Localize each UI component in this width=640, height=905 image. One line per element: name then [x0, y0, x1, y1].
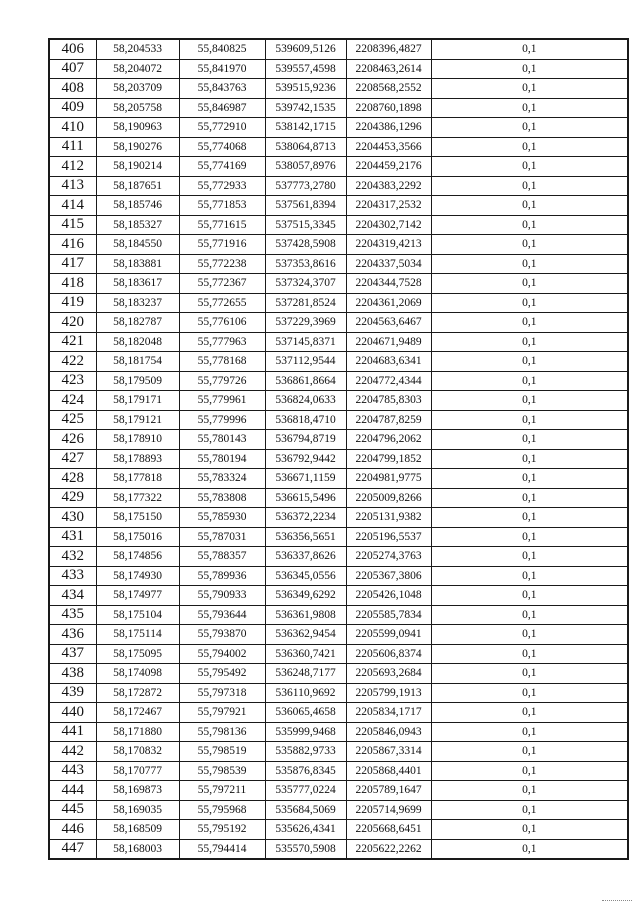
coord-x-cell: 536818,4710	[265, 410, 346, 430]
accuracy-cell: 0,1	[431, 313, 628, 333]
point-number-cell: 417	[49, 254, 96, 274]
coord-x-cell: 537561,8394	[265, 196, 346, 216]
longitude-cell: 55,772238	[179, 254, 265, 274]
point-number-cell: 410	[49, 118, 96, 138]
point-number-cell: 425	[49, 410, 96, 430]
coord-x-cell: 535882,9733	[265, 742, 346, 762]
point-number-cell: 414	[49, 196, 96, 216]
coord-x-cell: 537773,2780	[265, 176, 346, 196]
coord-y-cell: 2204785,8303	[346, 391, 431, 411]
table-row	[49, 566, 628, 586]
point-number-cell: 424	[49, 391, 96, 411]
point-number-cell: 436	[49, 625, 96, 645]
coord-x-cell: 537112,9544	[265, 352, 346, 372]
coord-y-cell: 2205668,6451	[346, 820, 431, 840]
latitude-cell: 58,174930	[96, 566, 179, 586]
longitude-cell: 55,772933	[179, 176, 265, 196]
table-row	[49, 625, 628, 645]
latitude-cell: 58,203709	[96, 79, 179, 99]
table-row	[49, 722, 628, 742]
coord-x-cell: 536360,7421	[265, 644, 346, 664]
latitude-cell: 58,175114	[96, 625, 179, 645]
accuracy-cell: 0,1	[431, 176, 628, 196]
table-row	[49, 215, 628, 235]
accuracy-cell: 0,1	[431, 254, 628, 274]
coord-x-cell: 535684,5069	[265, 800, 346, 820]
coord-y-cell: 2204563,6467	[346, 313, 431, 333]
point-number-cell: 435	[49, 605, 96, 625]
coord-x-cell: 536372,2234	[265, 508, 346, 528]
table-row	[49, 39, 628, 59]
accuracy-cell: 0,1	[431, 469, 628, 489]
coord-y-cell: 2204383,2292	[346, 176, 431, 196]
coord-y-cell: 2208760,1898	[346, 98, 431, 118]
point-number-cell: 423	[49, 371, 96, 391]
table-row	[49, 59, 628, 79]
longitude-cell: 55,771615	[179, 215, 265, 235]
accuracy-cell: 0,1	[431, 703, 628, 723]
coord-x-cell: 536356,5651	[265, 527, 346, 547]
coord-y-cell: 2205274,3763	[346, 547, 431, 567]
point-number-cell: 429	[49, 488, 96, 508]
table-row	[49, 254, 628, 274]
point-number-cell: 428	[49, 469, 96, 489]
table-row	[49, 371, 628, 391]
coord-y-cell: 2204459,2176	[346, 157, 431, 177]
accuracy-cell: 0,1	[431, 547, 628, 567]
table-row	[49, 683, 628, 703]
accuracy-cell: 0,1	[431, 293, 628, 313]
point-number-cell: 427	[49, 449, 96, 469]
point-number-cell: 406	[49, 39, 96, 59]
coord-y-cell: 2205846,0943	[346, 722, 431, 742]
point-number-cell: 434	[49, 586, 96, 606]
accuracy-cell: 0,1	[431, 625, 628, 645]
point-number-cell: 437	[49, 644, 96, 664]
table-row	[49, 313, 628, 333]
coord-y-cell: 2204344,7528	[346, 274, 431, 294]
latitude-cell: 58,177818	[96, 469, 179, 489]
longitude-cell: 55,787031	[179, 527, 265, 547]
latitude-cell: 58,174977	[96, 586, 179, 606]
accuracy-cell: 0,1	[431, 839, 628, 859]
longitude-cell: 55,772655	[179, 293, 265, 313]
coord-x-cell: 536671,1159	[265, 469, 346, 489]
longitude-cell: 55,771916	[179, 235, 265, 255]
latitude-cell: 58,168003	[96, 839, 179, 859]
point-number-cell: 447	[49, 839, 96, 859]
coord-y-cell: 2205693,2684	[346, 664, 431, 684]
accuracy-cell: 0,1	[431, 274, 628, 294]
table-row	[49, 352, 628, 372]
point-number-cell: 445	[49, 800, 96, 820]
latitude-cell: 58,178893	[96, 449, 179, 469]
table-row	[49, 118, 628, 138]
point-number-cell: 430	[49, 508, 96, 528]
latitude-cell: 58,185746	[96, 196, 179, 216]
table-row	[49, 235, 628, 255]
accuracy-cell: 0,1	[431, 79, 628, 99]
point-number-cell: 411	[49, 137, 96, 157]
table-row	[49, 839, 628, 859]
table-row	[49, 98, 628, 118]
point-number-cell: 407	[49, 59, 96, 79]
coord-y-cell: 2204981,9775	[346, 469, 431, 489]
point-number-cell: 421	[49, 332, 96, 352]
coord-y-cell: 2204799,1852	[346, 449, 431, 469]
latitude-cell: 58,169035	[96, 800, 179, 820]
coord-x-cell: 539609,5126	[265, 39, 346, 59]
accuracy-cell: 0,1	[431, 644, 628, 664]
coord-x-cell: 535999,9468	[265, 722, 346, 742]
longitude-cell: 55,779726	[179, 371, 265, 391]
latitude-cell: 58,175095	[96, 644, 179, 664]
accuracy-cell: 0,1	[431, 605, 628, 625]
coord-y-cell: 2204317,2532	[346, 196, 431, 216]
table-row	[49, 761, 628, 781]
point-number-cell: 418	[49, 274, 96, 294]
latitude-cell: 58,181754	[96, 352, 179, 372]
longitude-cell: 55,785930	[179, 508, 265, 528]
point-number-cell: 446	[49, 820, 96, 840]
table-row	[49, 527, 628, 547]
latitude-cell: 58,187651	[96, 176, 179, 196]
accuracy-cell: 0,1	[431, 410, 628, 430]
coord-y-cell: 2205714,9699	[346, 800, 431, 820]
coord-y-cell: 2204453,3566	[346, 137, 431, 157]
accuracy-cell: 0,1	[431, 98, 628, 118]
longitude-cell: 55,779961	[179, 391, 265, 411]
longitude-cell: 55,776106	[179, 313, 265, 333]
longitude-cell: 55,795192	[179, 820, 265, 840]
point-number-cell: 420	[49, 313, 96, 333]
table-row	[49, 586, 628, 606]
coord-x-cell: 537428,5908	[265, 235, 346, 255]
scan-artifact	[602, 900, 632, 902]
latitude-cell: 58,204072	[96, 59, 179, 79]
point-number-cell: 444	[49, 781, 96, 801]
coord-x-cell: 535876,8345	[265, 761, 346, 781]
longitude-cell: 55,789936	[179, 566, 265, 586]
longitude-cell: 55,846987	[179, 98, 265, 118]
coord-x-cell: 536248,7177	[265, 664, 346, 684]
longitude-cell: 55,772910	[179, 118, 265, 138]
longitude-cell: 55,778168	[179, 352, 265, 372]
coord-x-cell: 539742,1535	[265, 98, 346, 118]
coord-y-cell: 2205867,3314	[346, 742, 431, 762]
accuracy-cell: 0,1	[431, 820, 628, 840]
latitude-cell: 58,183617	[96, 274, 179, 294]
table-row	[49, 469, 628, 489]
point-number-cell: 443	[49, 761, 96, 781]
longitude-cell: 55,797921	[179, 703, 265, 723]
point-number-cell: 408	[49, 79, 96, 99]
point-number-cell: 422	[49, 352, 96, 372]
coord-y-cell: 2204302,7142	[346, 215, 431, 235]
coord-y-cell: 2205799,1913	[346, 683, 431, 703]
table-row	[49, 137, 628, 157]
coord-x-cell: 537281,8524	[265, 293, 346, 313]
accuracy-cell: 0,1	[431, 449, 628, 469]
latitude-cell: 58,183881	[96, 254, 179, 274]
table-row	[49, 820, 628, 840]
table-row	[49, 449, 628, 469]
latitude-cell: 58,184550	[96, 235, 179, 255]
table-row	[49, 293, 628, 313]
accuracy-cell: 0,1	[431, 118, 628, 138]
longitude-cell: 55,780143	[179, 430, 265, 450]
latitude-cell: 58,175150	[96, 508, 179, 528]
longitude-cell: 55,779996	[179, 410, 265, 430]
coordinates-table	[48, 38, 629, 860]
longitude-cell: 55,793870	[179, 625, 265, 645]
coord-y-cell: 2205196,5537	[346, 527, 431, 547]
coord-x-cell: 539515,9236	[265, 79, 346, 99]
latitude-cell: 58,179121	[96, 410, 179, 430]
coord-x-cell: 538142,1715	[265, 118, 346, 138]
longitude-cell: 55,783324	[179, 469, 265, 489]
point-number-cell: 431	[49, 527, 96, 547]
coord-x-cell: 536361,9808	[265, 605, 346, 625]
coord-x-cell: 536110,9692	[265, 683, 346, 703]
coord-y-cell: 2205599,0941	[346, 625, 431, 645]
coord-y-cell: 2208463,2614	[346, 59, 431, 79]
latitude-cell: 58,179171	[96, 391, 179, 411]
table-row	[49, 79, 628, 99]
latitude-cell: 58,204533	[96, 39, 179, 59]
longitude-cell: 55,788357	[179, 547, 265, 567]
point-number-cell: 426	[49, 430, 96, 450]
coord-x-cell: 535626,4341	[265, 820, 346, 840]
accuracy-cell: 0,1	[431, 527, 628, 547]
coord-x-cell: 536349,6292	[265, 586, 346, 606]
coord-x-cell: 536824,0633	[265, 391, 346, 411]
accuracy-cell: 0,1	[431, 664, 628, 684]
coord-y-cell: 2205131,9382	[346, 508, 431, 528]
latitude-cell: 58,185327	[96, 215, 179, 235]
coord-y-cell: 2204772,4344	[346, 371, 431, 391]
coord-x-cell: 535570,5908	[265, 839, 346, 859]
coord-x-cell: 536792,9442	[265, 449, 346, 469]
table-row	[49, 781, 628, 801]
point-number-cell: 412	[49, 157, 96, 177]
accuracy-cell: 0,1	[431, 352, 628, 372]
longitude-cell: 55,780194	[179, 449, 265, 469]
longitude-cell: 55,777963	[179, 332, 265, 352]
latitude-cell: 58,183237	[96, 293, 179, 313]
accuracy-cell: 0,1	[431, 761, 628, 781]
table-row	[49, 508, 628, 528]
coord-x-cell: 539557,4598	[265, 59, 346, 79]
latitude-cell: 58,172872	[96, 683, 179, 703]
accuracy-cell: 0,1	[431, 39, 628, 59]
accuracy-cell: 0,1	[431, 59, 628, 79]
table-row	[49, 410, 628, 430]
coord-y-cell: 2205789,1647	[346, 781, 431, 801]
longitude-cell: 55,798519	[179, 742, 265, 762]
point-number-cell: 432	[49, 547, 96, 567]
latitude-cell: 58,182048	[96, 332, 179, 352]
coord-y-cell: 2204787,8259	[346, 410, 431, 430]
longitude-cell: 55,790933	[179, 586, 265, 606]
latitude-cell: 58,172467	[96, 703, 179, 723]
table-row	[49, 488, 628, 508]
accuracy-cell: 0,1	[431, 508, 628, 528]
accuracy-cell: 0,1	[431, 196, 628, 216]
table-row	[49, 703, 628, 723]
coord-x-cell: 536337,8626	[265, 547, 346, 567]
longitude-cell: 55,798539	[179, 761, 265, 781]
coord-y-cell: 2208568,2552	[346, 79, 431, 99]
coord-x-cell: 537229,3969	[265, 313, 346, 333]
coord-y-cell: 2205367,3806	[346, 566, 431, 586]
coord-x-cell: 536065,4658	[265, 703, 346, 723]
latitude-cell: 58,169873	[96, 781, 179, 801]
table-row	[49, 176, 628, 196]
coord-y-cell: 2208396,4827	[346, 39, 431, 59]
latitude-cell: 58,174098	[96, 664, 179, 684]
coord-x-cell: 536345,0556	[265, 566, 346, 586]
coord-x-cell: 537515,3345	[265, 215, 346, 235]
coord-x-cell: 535777,0224	[265, 781, 346, 801]
table-row	[49, 547, 628, 567]
coord-x-cell: 536362,9454	[265, 625, 346, 645]
latitude-cell: 58,170777	[96, 761, 179, 781]
coord-y-cell: 2204683,6341	[346, 352, 431, 372]
longitude-cell: 55,772367	[179, 274, 265, 294]
longitude-cell: 55,774068	[179, 137, 265, 157]
latitude-cell: 58,177322	[96, 488, 179, 508]
accuracy-cell: 0,1	[431, 137, 628, 157]
coord-y-cell: 2205009,8266	[346, 488, 431, 508]
point-number-cell: 433	[49, 566, 96, 586]
accuracy-cell: 0,1	[431, 391, 628, 411]
table-row	[49, 800, 628, 820]
accuracy-cell: 0,1	[431, 722, 628, 742]
accuracy-cell: 0,1	[431, 157, 628, 177]
latitude-cell: 58,205758	[96, 98, 179, 118]
longitude-cell: 55,774169	[179, 157, 265, 177]
longitude-cell: 55,841970	[179, 59, 265, 79]
point-number-cell: 441	[49, 722, 96, 742]
coord-y-cell: 2204337,5034	[346, 254, 431, 274]
coord-y-cell: 2204386,1296	[346, 118, 431, 138]
latitude-cell: 58,178910	[96, 430, 179, 450]
table-row	[49, 196, 628, 216]
point-number-cell: 415	[49, 215, 96, 235]
table-row	[49, 274, 628, 294]
latitude-cell: 58,182787	[96, 313, 179, 333]
longitude-cell: 55,795492	[179, 664, 265, 684]
coord-y-cell: 2205834,1717	[346, 703, 431, 723]
coord-x-cell: 538064,8713	[265, 137, 346, 157]
accuracy-cell: 0,1	[431, 586, 628, 606]
accuracy-cell: 0,1	[431, 332, 628, 352]
coord-y-cell: 2204796,2062	[346, 430, 431, 450]
longitude-cell: 55,794002	[179, 644, 265, 664]
latitude-cell: 58,190276	[96, 137, 179, 157]
longitude-cell: 55,798136	[179, 722, 265, 742]
longitude-cell: 55,797318	[179, 683, 265, 703]
longitude-cell: 55,840825	[179, 39, 265, 59]
coord-y-cell: 2205606,8374	[346, 644, 431, 664]
table-row	[49, 605, 628, 625]
coord-y-cell: 2205426,1048	[346, 586, 431, 606]
point-number-cell: 438	[49, 664, 96, 684]
latitude-cell: 58,179509	[96, 371, 179, 391]
table-row	[49, 664, 628, 684]
coord-x-cell: 537353,8616	[265, 254, 346, 274]
coord-x-cell: 536794,8719	[265, 430, 346, 450]
table-row	[49, 430, 628, 450]
table-row	[49, 157, 628, 177]
coordinates-table-body	[49, 39, 628, 859]
coord-x-cell: 536615,5496	[265, 488, 346, 508]
table-row	[49, 332, 628, 352]
latitude-cell: 58,175016	[96, 527, 179, 547]
longitude-cell: 55,794414	[179, 839, 265, 859]
point-number-cell: 439	[49, 683, 96, 703]
point-number-cell: 419	[49, 293, 96, 313]
coord-y-cell: 2205585,7834	[346, 605, 431, 625]
coord-y-cell: 2205622,2262	[346, 839, 431, 859]
accuracy-cell: 0,1	[431, 430, 628, 450]
longitude-cell: 55,795968	[179, 800, 265, 820]
latitude-cell: 58,190963	[96, 118, 179, 138]
accuracy-cell: 0,1	[431, 215, 628, 235]
coord-x-cell: 537145,8371	[265, 332, 346, 352]
point-number-cell: 416	[49, 235, 96, 255]
accuracy-cell: 0,1	[431, 781, 628, 801]
latitude-cell: 58,170832	[96, 742, 179, 762]
table-row	[49, 391, 628, 411]
point-number-cell: 413	[49, 176, 96, 196]
coord-x-cell: 538057,8976	[265, 157, 346, 177]
point-number-cell: 442	[49, 742, 96, 762]
accuracy-cell: 0,1	[431, 566, 628, 586]
longitude-cell: 55,793644	[179, 605, 265, 625]
table-row	[49, 644, 628, 664]
latitude-cell: 58,174856	[96, 547, 179, 567]
accuracy-cell: 0,1	[431, 371, 628, 391]
coord-y-cell: 2204361,2069	[346, 293, 431, 313]
point-number-cell: 440	[49, 703, 96, 723]
latitude-cell: 58,168509	[96, 820, 179, 840]
coord-y-cell: 2205868,4401	[346, 761, 431, 781]
longitude-cell: 55,783808	[179, 488, 265, 508]
point-number-cell: 409	[49, 98, 96, 118]
accuracy-cell: 0,1	[431, 488, 628, 508]
table-row	[49, 742, 628, 762]
latitude-cell: 58,171880	[96, 722, 179, 742]
longitude-cell: 55,771853	[179, 196, 265, 216]
accuracy-cell: 0,1	[431, 235, 628, 255]
coord-x-cell: 537324,3707	[265, 274, 346, 294]
coord-y-cell: 2204671,9489	[346, 332, 431, 352]
longitude-cell: 55,843763	[179, 79, 265, 99]
coord-x-cell: 536861,8664	[265, 371, 346, 391]
longitude-cell: 55,797211	[179, 781, 265, 801]
latitude-cell: 58,175104	[96, 605, 179, 625]
accuracy-cell: 0,1	[431, 800, 628, 820]
latitude-cell: 58,190214	[96, 157, 179, 177]
accuracy-cell: 0,1	[431, 742, 628, 762]
accuracy-cell: 0,1	[431, 683, 628, 703]
coord-y-cell: 2204319,4213	[346, 235, 431, 255]
